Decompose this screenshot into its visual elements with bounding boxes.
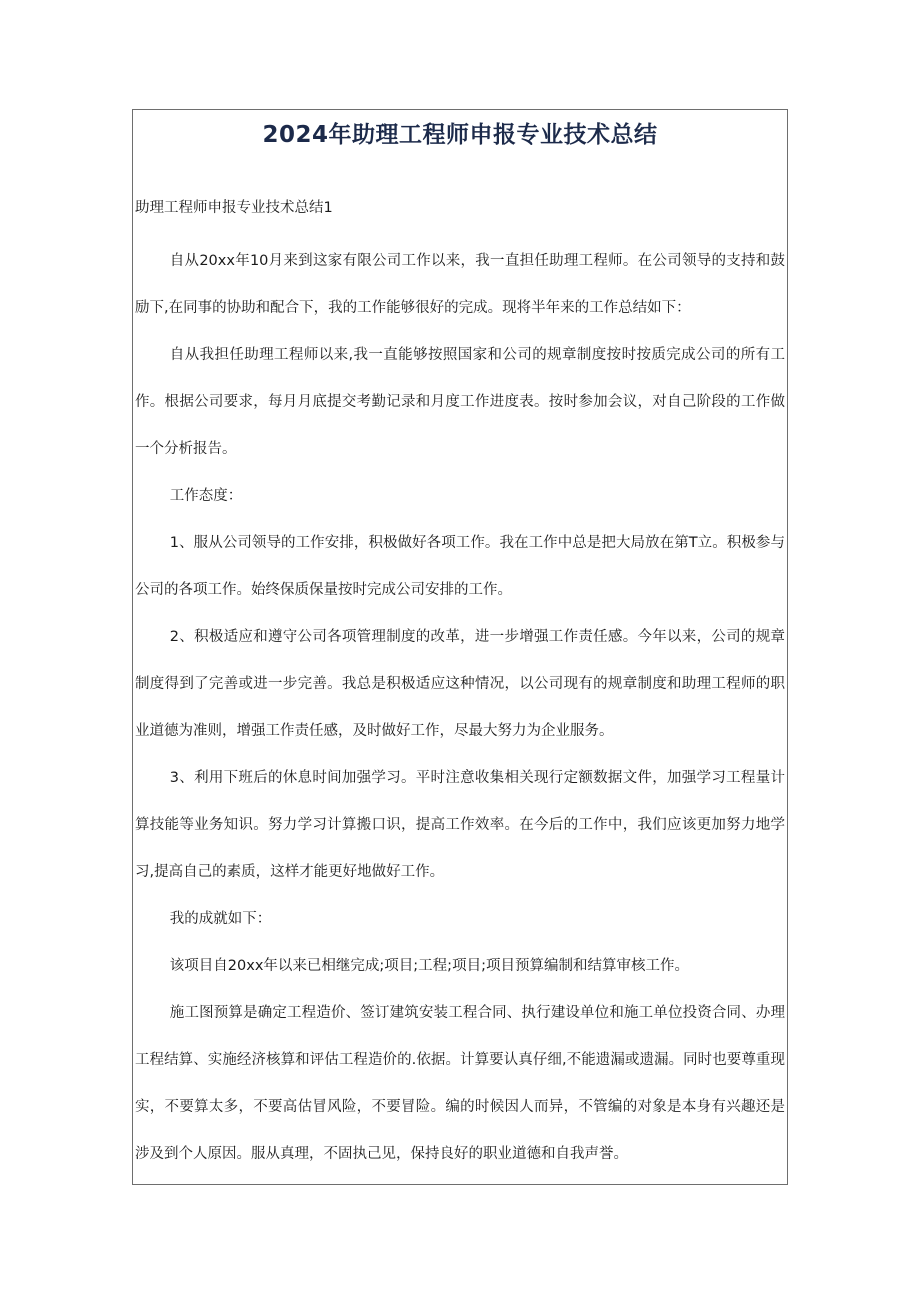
paragraph: 我的成就如下： <box>169 911 272 927</box>
paragraph: 施工图预算是确定工程造价、签订建筑安装工程合同、执行建设单位和施工单位投资合同、办理工程结算、实施经济核算和评估工程造价的.依据。计算要认真仔细,不能遗漏或遗漏。同时也要尊重现实，不要算太多，不要高估冒风险，不要冒险。编的时候因人而异，不管编的对象是本身有兴趣还是涉及到个人原因。服从真理，不固执己见，保持良好的职业道德和自我声誉。 <box>135 1005 785 1162</box>
paragraph: 自从20xx年10月来到这家有限公司工作以来，我一直担任助理工程师。在公司领导的支持和鼓励下,在同事的协助和配合下，我的工作能够很好的完成。现将半年来的工作总结如下： <box>135 253 785 316</box>
paragraph: 3、利用下班后的休息时间加强学习。平时注意收集相关现行定额数据文件，加强学习工程量计算技能等业务知识。努力学习计算搬口识，提高工作效率。在今后的工作中，我们应该更加努力地学习,提高自己的素质，这样才能更好地做好工作。 <box>135 770 785 880</box>
document-title: 2024年助理工程师申报专业技术总结 <box>262 122 658 148</box>
document-page <box>132 109 788 1185</box>
paragraph: 2、积极适应和遵守公司各项管理制度的改革，进一步增强工作责任感。今年以来，公司的规章制度得到了完善或进一步完善。我总是积极适应这种情况，以公司现有的规章制度和助理工程师的职业道德为准则，增强工作责任感，及时做好工作，尽最大努力为企业服务。 <box>135 629 785 739</box>
paragraph: 工作态度： <box>169 488 243 504</box>
paragraph: 该项目自20xx年以来已相继完成;项目;工程;项目;项目预算编制和结算审核工作。 <box>169 958 689 974</box>
document-body <box>133 218 787 1178</box>
section-heading: 助理工程师申报专业技术总结1 <box>135 200 333 216</box>
paragraph: 自从我担任助理工程师以来,我一直能够按照国家和公司的规章制度按时按质完成公司的所有工作。根据公司要求，每月月底提交考勤记录和月度工作进度表。按时参加会议，对自己阶段的工作做一个分析报告。 <box>135 347 785 457</box>
paragraph: 1、服从公司领导的工作安排，积极做好各项工作。我在工作中总是把大局放在第T立。积极参与公司的各项工作。始终保质保量按时完成公司安排的工作。 <box>135 535 785 598</box>
